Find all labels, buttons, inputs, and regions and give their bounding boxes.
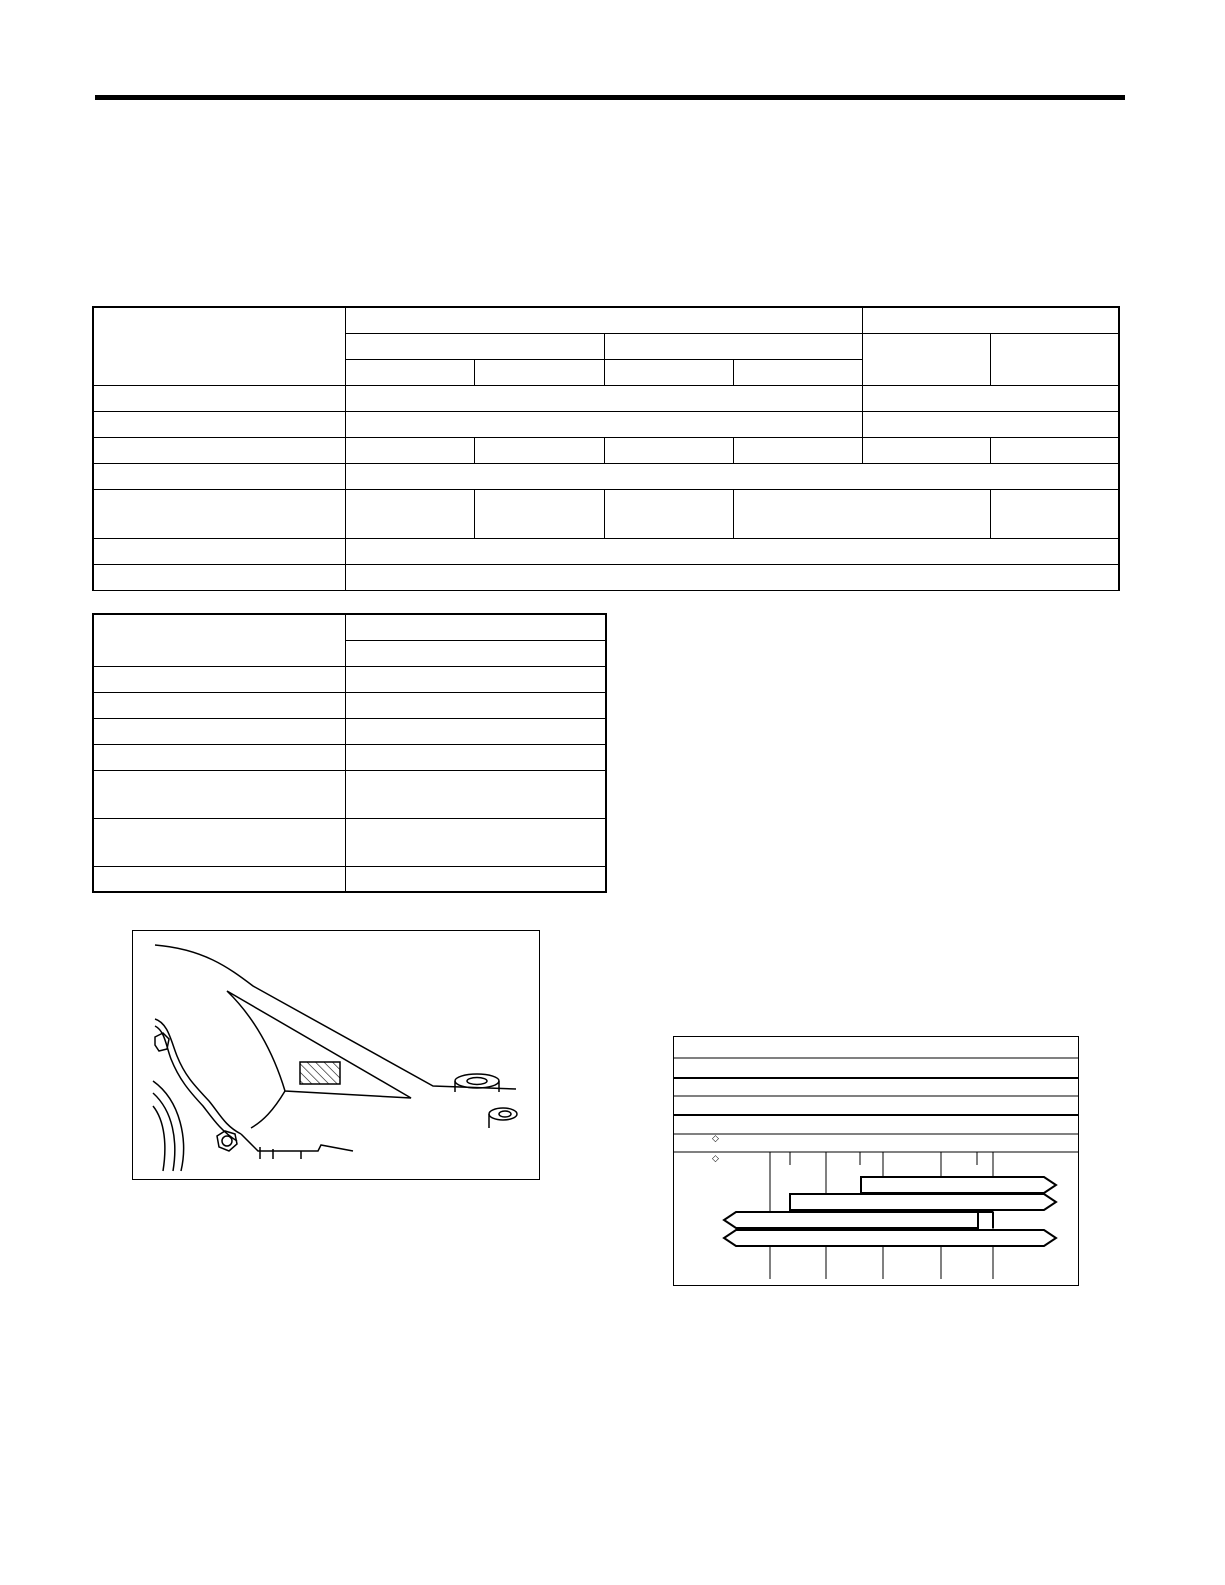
frame-outline-inner <box>155 1026 237 1141</box>
table-cell <box>991 437 1119 463</box>
table-header-cell <box>345 614 606 640</box>
table-cell <box>345 744 606 770</box>
range-bar <box>790 1194 1056 1210</box>
table-cell <box>604 489 733 538</box>
table-row <box>93 538 1119 564</box>
table-label-cell <box>93 538 345 564</box>
table-cell <box>345 866 606 892</box>
table-cell <box>345 818 606 866</box>
table-cell <box>734 489 991 538</box>
location-illustration-drawing <box>133 931 539 1179</box>
spec-table-secondary <box>92 613 607 893</box>
table-row <box>93 411 1119 437</box>
table-label-cell <box>93 866 345 892</box>
table-header-cell <box>345 359 474 385</box>
table-row <box>93 307 1119 333</box>
bushing-lower <box>489 1108 517 1120</box>
table-row <box>93 744 606 770</box>
range-chart <box>673 1036 1079 1286</box>
table-header-cell <box>474 359 604 385</box>
table-label-cell <box>93 385 345 411</box>
bushing-lower-hole <box>499 1111 511 1117</box>
wheel-arc <box>153 1081 184 1171</box>
table-label-cell <box>93 718 345 744</box>
range-chart-drawing <box>674 1037 1078 1285</box>
chart-marker: ◇ <box>712 1153 719 1163</box>
table-row <box>93 770 606 818</box>
table-cell <box>991 489 1119 538</box>
table-cell <box>345 666 606 692</box>
table-row <box>93 866 606 892</box>
table-row <box>93 614 606 640</box>
table-label-cell <box>93 666 345 692</box>
table-row <box>93 385 1119 411</box>
table-header-cell <box>863 333 991 385</box>
panel-edge-line <box>251 1091 285 1128</box>
spec-table-main <box>92 306 1120 591</box>
bolt-center <box>222 1136 232 1146</box>
table-label-cell <box>93 489 345 538</box>
table-cell <box>345 564 1119 590</box>
table-row <box>93 692 606 718</box>
table-cell <box>345 770 606 818</box>
frame-outline <box>155 1019 241 1134</box>
table-header-cell <box>345 640 606 666</box>
range-bar <box>724 1230 1056 1246</box>
table-label-cell <box>93 818 345 866</box>
table-cell <box>863 437 991 463</box>
table-label-cell <box>93 463 345 489</box>
table-row <box>93 463 1119 489</box>
table-header-cell <box>345 333 604 359</box>
table-row <box>93 718 606 744</box>
table-label-cell <box>93 411 345 437</box>
table-cell <box>474 489 604 538</box>
table-row <box>93 437 1119 463</box>
table-cell <box>863 385 1119 411</box>
header-rule <box>95 95 1125 100</box>
table-label-cell <box>93 437 345 463</box>
table-header-cell <box>991 333 1119 385</box>
table-cell <box>734 437 863 463</box>
table-cell <box>604 437 733 463</box>
table-label-cell <box>93 564 345 590</box>
table-header-cell <box>863 307 1119 333</box>
range-bar <box>724 1212 978 1228</box>
table-row <box>93 666 606 692</box>
table-cell <box>345 411 863 437</box>
bushing-top <box>455 1074 499 1088</box>
table-cell <box>345 463 1119 489</box>
table-cell <box>345 385 863 411</box>
table-header-cell <box>604 333 862 359</box>
table-row <box>93 564 1119 590</box>
table-cell <box>345 538 1119 564</box>
lower-edge-line <box>241 1134 353 1151</box>
table-cell <box>345 718 606 744</box>
table-label-cell <box>93 692 345 718</box>
table-header-cell <box>734 359 863 385</box>
range-bar <box>861 1177 1056 1193</box>
table-cell <box>345 489 474 538</box>
table-header-cell <box>604 359 733 385</box>
table-cell <box>345 692 606 718</box>
table-cell <box>863 411 1119 437</box>
table-cell <box>474 437 604 463</box>
table-row <box>93 818 606 866</box>
table-cell <box>345 437 474 463</box>
table-label-cell <box>93 744 345 770</box>
location-illustration <box>132 930 540 1180</box>
table-label-cell <box>93 770 345 818</box>
table-header-cell <box>345 307 863 333</box>
bolt-head-left <box>155 1033 169 1051</box>
table-header-cell <box>93 614 345 666</box>
label-location-marker <box>300 1062 340 1084</box>
chart-marker: ◇ <box>712 1133 719 1143</box>
bushing-hole <box>467 1078 487 1085</box>
table-header-cell <box>93 307 345 385</box>
wheel-arc <box>153 1106 165 1171</box>
table-row <box>93 489 1119 538</box>
